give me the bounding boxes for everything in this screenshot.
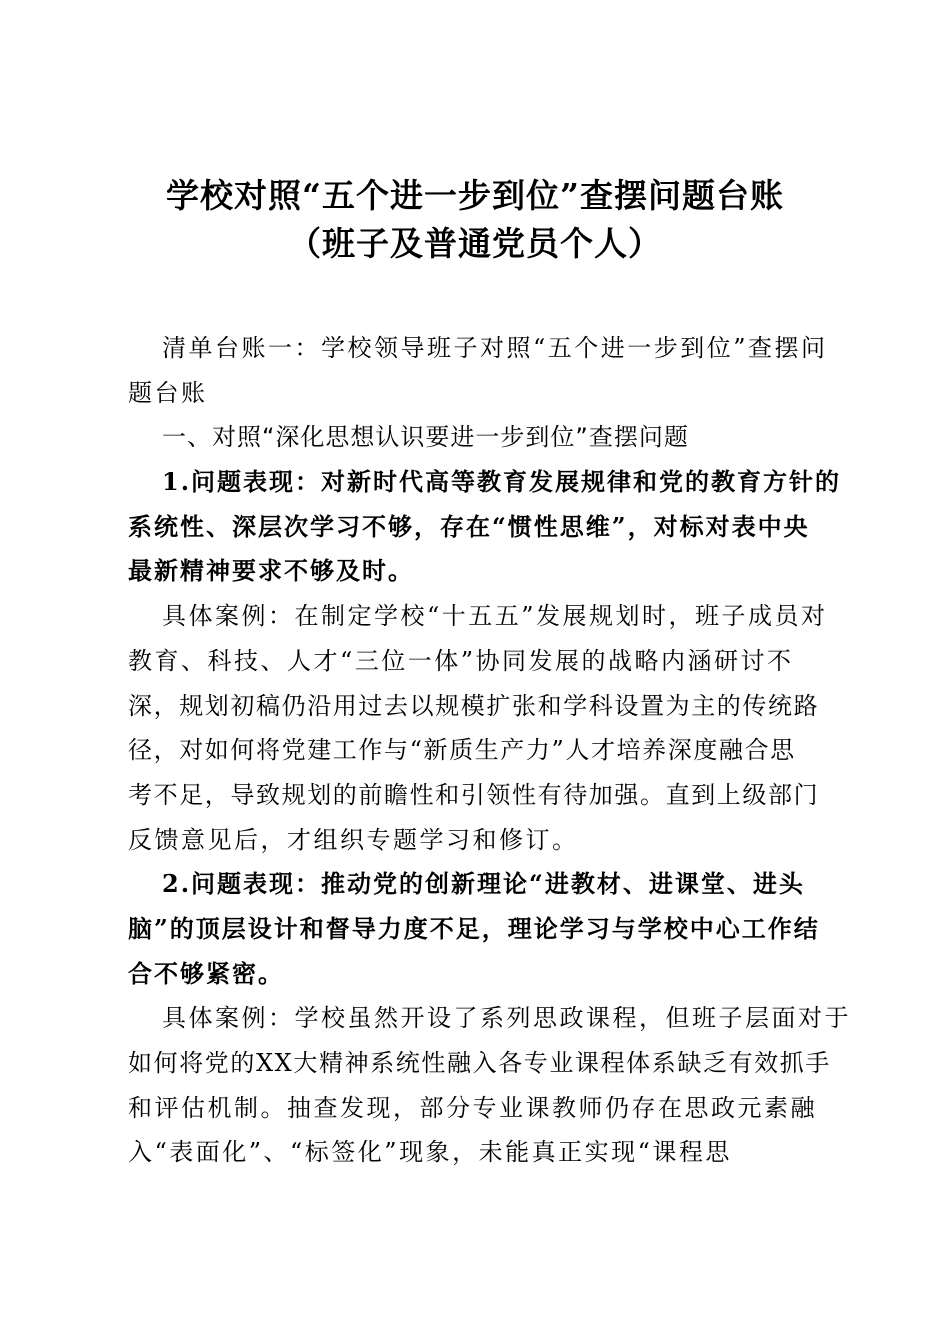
title-line-subtitle: （班子及普通党员个人） bbox=[288, 224, 662, 263]
problem-statement-line: 2.问题表现：推动党的创新理论“进教材、进课堂、进头 bbox=[162, 869, 805, 899]
case-line: 深，规划初稿仍沿用过去以规模扩张和学科设置为主的传统路 bbox=[128, 691, 820, 720]
list-intro-line: 清单台账一：学校领导班子对照“五个进一步到位”查摆问 bbox=[162, 334, 828, 362]
case-line: 入“表面化”、“标签化”现象，未能真正实现“课程思 bbox=[128, 1138, 732, 1167]
case-line: 径，对如何将党建工作与“新质生产力”人才培养深度融合思 bbox=[128, 736, 796, 765]
case-line: 具体案例：学校虽然开设了系列思政课程，但班子层面对于 bbox=[162, 1004, 851, 1033]
case-line: 反馈意见后，才组织专题学习和修订。 bbox=[128, 825, 579, 854]
case-line: 和评估机制。抽查发现，部分专业课教师仍存在思政元素融 bbox=[128, 1093, 817, 1122]
problem-statement-line: 系统性、深层次学习不够，存在“惯性思维”，对标对表中央 bbox=[128, 511, 810, 541]
case-line: 如何将党的XX大精神系统性融入各专业课程体系缺乏有效抓手 bbox=[128, 1049, 831, 1077]
problem-statement-line: 脑”的顶层设计和督导力度不足，理论学习与学校中心工作结 bbox=[128, 913, 820, 943]
list-intro-line: 题台账 bbox=[128, 378, 208, 407]
case-line: 具体案例：在制定学校“十五五”发展规划时，班子成员对 bbox=[162, 602, 828, 631]
title-line-main: 学校对照“五个进一步到位”查摆问题台账 bbox=[166, 176, 784, 215]
document-title bbox=[0, 172, 950, 268]
problem-statement-line: 最新精神要求不够及时。 bbox=[128, 556, 414, 586]
document-body bbox=[128, 326, 851, 1175]
problem-statement-line: 合不够紧密。 bbox=[128, 958, 284, 988]
problem-statement-line: 1.问题表现：对新时代高等教育发展规律和党的教育方针的 bbox=[162, 467, 842, 497]
section-heading: 一、对照“深化思想认识要进一步到位”查摆问题 bbox=[162, 423, 689, 452]
case-line: 考不足，导致规划的前瞻性和引领性有待加强。直到上级部门 bbox=[128, 780, 820, 809]
case-line: 教育、科技、人才“三位一体”协同发展的战略内涵研讨不 bbox=[128, 646, 794, 675]
